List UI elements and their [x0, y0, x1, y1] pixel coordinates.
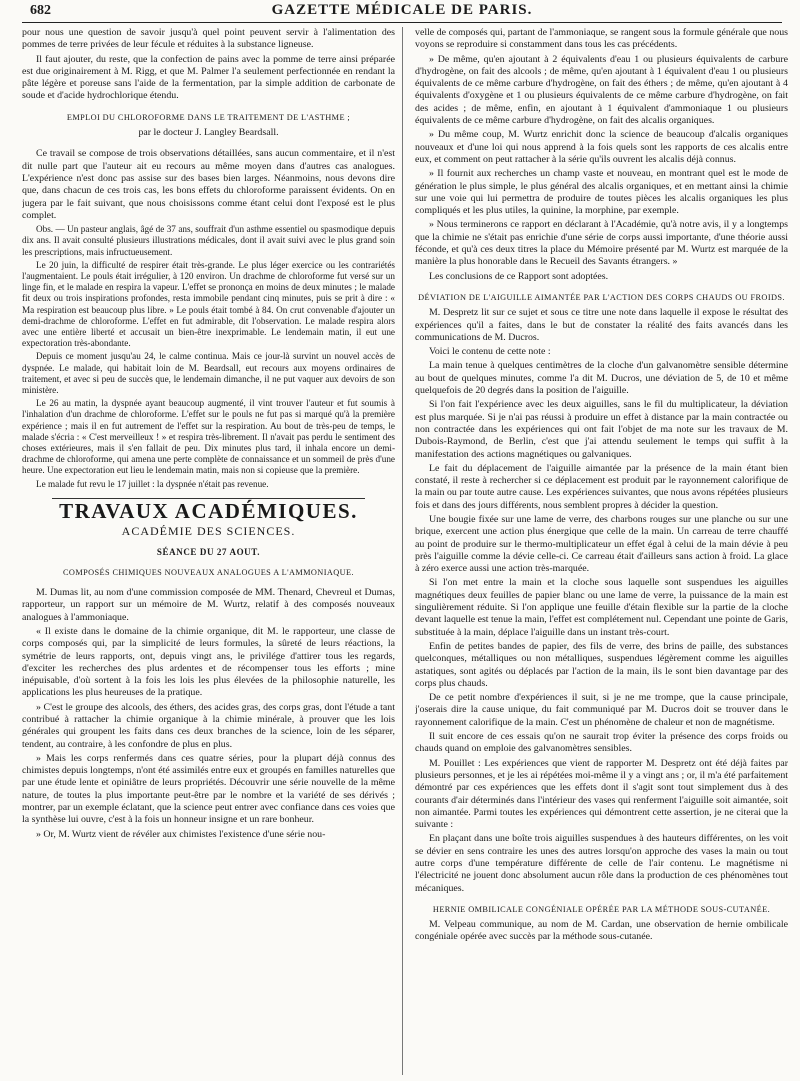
paragraph: Le fait du déplacement de l'aiguille aimantée par la présence de la main étant bien constaté, il reste à rechercher si ce déplacement est produit par le rayonnement calorifique de la main ou par toute autre cause. Les expériences suivantes, que nous avons répétées plusieurs fois et dans des jours différents, nous semblent propres à décider la question.: [415, 462, 788, 511]
right-column: [415, 27, 788, 1077]
paragraph: » Du même coup, M. Wurtz enrichit donc la science de beaucoup d'alcalis organiques nouveaux et d'une loi qui nous apprend à la fois quels sont les rapports de ces alcalis entre eux, et comment on peut rattacher à la série qu'ils ouvrent les alcalis déjà connus.: [415, 129, 788, 165]
paragraph: Ce travail se compose de trois observations détaillées, sans aucun commentaire, et il n'est dit nulle part que l'auteur ait eu recours au même moyen dans d'autres cas analogues. L'expérience n'est donc pas assise sur des bases bien larges. Néanmoins, nous devons dire que, dans chacun de ces trois cas, les bons effets du chloroforme paraissent évidents. On en jugera par le fait suivant, que nous choisissons comme étant celui dont l'exposé est le plus complet.: [22, 148, 395, 221]
paragraph: M. Despretz lit sur ce sujet et sous ce titre une note dans laquelle il expose le résultat des expériences qu'il a faites, dans le but de constater la réalité des faits avancés dans les communications de M. Ducros.: [415, 307, 788, 343]
paragraph: M. Dumas lit, au nom d'une commission composée de MM. Thenard, Chevreul et Dumas, rapporteur, un rapport sur un mémoire de M. Wurtz, relatif à des composés nouveaux analogues à l'ammoniaque.: [22, 587, 395, 623]
academy-title: ACADÉMIE DES SCIENCES.: [121, 524, 296, 539]
topic-title: COMPOSÉS CHIMIQUES NOUVEAUX ANALOGUES A L'AMMONIAQUE.: [63, 567, 354, 577]
observation-paragraph: Obs. — Un pasteur anglais, âgé de 37 ans, souffrait d'un asthme essentiel ou spasmodique depuis dix ans. Il avait consulté plusieurs illustrations médicales, dont il avait suivi avec le plus grand soin les prescriptions, mais infructueusement.: [22, 224, 395, 257]
session-date: SÉANCE DU 27 AOUT.: [156, 547, 261, 558]
paragraph: Le 26 au matin, la dyspnée ayant beaucoup augmenté, il vint trouver l'auteur et fut soumis à l'inhalation d'un drachme de chloroforme. L'effet sur le pouls ne fut pas si marqué qu'à la première expérience ; mais il en fut autrement de l'effet sur la respiration. Au bout de très-peu de temps, le malade s'écria : « C'est merveilleux ! » et respira très-librement. Il n'avait pas perdu le sentiment des choses extérieures, mais il s'en fallait de peu. Dix minutes plus tard, il inhala encore un demi-drachme de chloroforme, qui amena une perte complète de connaissance et un sommeil de près d'une heure. Une expectoration eut lieu le lendemain matin, mais non si copieuse que la première.: [22, 398, 395, 476]
paragraph: Les conclusions de ce Rapport sont adoptées.: [429, 270, 609, 282]
paragraph: Le malade fut revu le 17 juillet : la dyspnée n'était pas revenue.: [36, 478, 269, 489]
paragraph: Il faut ajouter, du reste, que la confection de pains avec la pomme de terre ainsi préparée est due originairement à M. Rigg, et que M. Palmer l'a seulement perfectionnée en rendant la pâte légère et poreuse sans l'aide de la fermentation, par la simple addition de carbonate de soude et d'acide hydrochlorique étendu.: [22, 53, 395, 102]
section-title-hernia: HERNIE OMBILICALE CONGÉNIALE OPÉRÉE PAR LA MÉTHODE SOUS-CUTANÉE.: [432, 904, 771, 914]
paragraph: M. Pouillet : Les expériences que vient de rapporter M. Despretz ont été déjà faites par plusieurs personnes, et je les ai répétées moi-même il y a vingt ans ; or, il m'a été parfaitement démontré par ces expériences que les effets dont il s'agit sont tout simplement dus à des courants d'air déterminés dans l'intérieur des vases qui renferment l'aiguille soit aimantée, soit non aimantée. Parmi toutes les expériences qui démontrent cette assertion, je ne citerai que la suivante :: [415, 757, 788, 831]
paragraph: Si l'on fait l'expérience avec les deux aiguilles, sans le fil du multiplicateur, la déviation est plus marquée. Si je n'ai pas réussi à produire un effet à distance par la main contractée ou non contractée dans les expériences qui ont fait l'objet de ma note sur les travaux de M. Dubois-Raymond, de Berlin, c'est que j'ai attendu seulement le temps qui suffit à la manifestation des actions magnétiques ou galvaniques.: [415, 399, 788, 460]
paragraph: » De même, qu'en ajoutant à 2 équivalents d'eau 1 ou plusieurs équivalents de carbure d'hydrogène, on fait des alcools ; de même, qu'en ajoutant à 1 équivalent d'eau 1 ou plusieurs équivalents de ce même carbure d'hydrogène, on fait des éthers ; de même, qu'en ajoutant à 4 équivalents d'oxygène et 1 ou plusieurs équivalents de ce même carbure d'hydrogène, on fait des acides ; de même, enfin, en ajoutant à 1 équivalent d'ammoniaque 1 ou plusieurs équivalents de ce même carbure d'hydrogène, on fait des alcalis organiques.: [415, 53, 788, 127]
section-title-asthma: EMPLOI DU CHLOROFORME DANS LE TRAITEMENT DE L'ASTHME ;: [66, 112, 351, 122]
paragraph: Il suit encore de ces essais qu'on ne saurait trop éviter la présence des corps froids ou chauds quand on emploie des galvanomètres sensibles.: [415, 731, 788, 755]
paragraph: Si l'on met entre la main et la cloche sous laquelle sont suspendues les aiguilles magnétiques deux feuilles de papier blanc ou une lame de verre, la puissance de la main est singulièrement réduite. Si l'on applique une feuille d'étain flexible sur la partie de la cloche devant laquelle est tenue la main, l'effet est complétement nul. Cependant une pointe de Garis, substituée à la main, déplace l'aiguille dans un instant très-court.: [415, 577, 788, 638]
paragraph: M. Velpeau communique, au nom de M. Cardan, une observation de hernie ombilicale congéniale opérée avec succès par la méthode sous-cutanée.: [415, 919, 788, 943]
paragraph: « Il existe dans le domaine de la chimie organique, dit M. le rapporteur, une classe de corps composés qui, par la simplicité de leurs formules, la sûreté de leurs réactions, la symétrie de leurs rapports, ont, depuis vingt ans, le privilége d'attirer tous les regards, d'exciter les recherches des plus ardentes et de récompenser tous les efforts ; mine inépuisable, d'où sortent à la fois les lois les plus élevées de la philosophie naturelle, les applications les plus heureuses de la pratique.: [22, 625, 395, 699]
paragraph: » C'est le groupe des alcools, des éthers, des acides gras, des corps gras, dont l'étude a tant contribué à rattacher la chimie organique à la chimie minérale, à prouver que les lois générales qui groupent les faits dans ces deux branches de la science, loin de les séparer, tendent, au contraire, à les confondre de plus en plus.: [22, 701, 395, 750]
paragraph: » Nous terminerons ce rapport en déclarant à l'Académie, qu'à notre avis, il y a longtemps que la chimie ne s'était pas enrichie d'une série de corps aussi importante, d'une théorie aussi féconde, et qu'à ces deux titres la place du Mémoire présenté par M. Wurtz est marquée de la manière la plus honorable dans le Recueil des Savants étrangers. »: [415, 219, 788, 268]
column-divider: [402, 27, 403, 1075]
paragraph: » Mais les corps renfermés dans ces quatre séries, pour la plupart déjà connus des chimistes depuis longtemps, n'ont été assimilés entre eux et groupés en familles naturelles que par une étude lente et opiniâtre de leurs propriétés. Découvrir une série nouvelle de la même nature, de toutes la plus importante peut-être par le nombre et la variété de ses dérivés ; montrer, par un exemple éclatant, que la science peut entrer avec confiance dans ces voies que la synthèse lui ouvre, c'est à la fois un honneur insigne et un rare bonheur.: [22, 752, 395, 826]
paragraph: velle de composés qui, partant de l'ammoniaque, se rangent sous la formule générale que nous voyons se reproduire si constamment dans tous les cas précédents.: [415, 27, 788, 51]
section-author: par le docteur J. Langley Beardsall.: [138, 127, 279, 139]
paragraph: » Il fournit aux recherches un champ vaste et nouveau, en montrant quel est le mode de génération le plus simple, le plus général des alcalis organiques, et en mettant ainsi la chimie sur une voie qui lui permettra de produire de toutes pièces les alcalis organiques les plus compliqués et les plus utiles, la quinine, la morphine, par exemple.: [415, 168, 788, 217]
paragraph: Une bougie fixée sur une lame de verre, des charbons rouges sur une planche ou sur une brique, exercent une action plus énergique que celle de la main. Un carreau de terre chauffé au point de produire sur le thermo-multiplicateur un effet égal à celui de la main dévie à peu près l'aiguille comme la dévie celle-ci. Ce carreau était d'ailleurs sans action à froid. La glace à zéro exerce aussi une action très-marquée.: [415, 513, 788, 575]
journal-title: GAZETTE MÉDICALE DE PARIS.: [271, 2, 533, 18]
section-title-magnetic-needle: DÉVIATION DE L'AIGUILLE AIMANTÉE PAR L'ACTION DES CORPS CHAUDS OU FROIDS.: [418, 292, 785, 302]
academic-works-title: TRAVAUX ACADÉMIQUES.: [59, 498, 358, 523]
page-number: 682: [30, 3, 51, 18]
paragraph: De ce petit nombre d'expériences il suit, si je ne me trompe, que la cause principale, j'oserais dire la cause unique, du fait communiqué par M. Ducros doit se trouver dans le rayonnement calorifique de la main. C'est un phénomène de chaleur et non de magnétisme.: [415, 692, 788, 728]
paragraph: La main tenue à quelques centimètres de la cloche d'un galvanomètre sensible détermine au bout de quelques minutes, comme l'a dit M. Ducros, une déviation de 5, de 10 et même quelquefois de 20 degrés dans la position de l'aiguille.: [415, 360, 788, 397]
left-column: [22, 27, 395, 1077]
paragraph: Le 20 juin, la difficulté de respirer était très-grande. Le plus léger exercice ou les contrariétés l'augmentaient. Le pouls était irrégulier, à 120 environ. Un drachme de chloroforme fut versé sur un linge fin, et le malade en respira la vapeur. L'effet se prononça en moins de deux minutes ; le malade fit deux ou trois inspirations profondes, resta immobile pendant cinq minutes, puis se prit à dire : « Ma respiration est beaucoup plus libre. » Le pouls était tombé à 84. On crut convenable d'ajouter un demi-drachme de chloroforme. L'effet en fut admirable, dit l'observation. Le malade respira alors avec une entière liberté et accusait un bien-être inexprimable. Le lendemain matin, il eut une expectoration très-abondante.: [22, 259, 395, 349]
paragraph: Enfin de petites bandes de papier, des fils de verre, des brins de paille, des substances quelconques, métalliques ou non métalliques, suspendues légèrement comme les aiguilles astatiques, sont agités ou déplacés par l'action de la main, ils le sont bien davantage par des corps plus chauds.: [415, 640, 788, 689]
paragraph: En plaçant dans une boîte trois aiguilles suspendues à des hauteurs différentes, on les voit se dévier en sens contraire les unes des autres lorsqu'on approche des vases la main ou tout autre corps d'une température différente de celle de l'air contenu. Le magnétisme ni l'électricité ne jouent donc absolument aucun rôle dans la production de ces phénomènes tout mécaniques.: [415, 833, 788, 894]
paragraph: pour nous une question de savoir jusqu'à quel point peuvent servir à l'alimentation des pommes de terre privées de leur fécule et réduites à la substance ligneuse.: [22, 27, 395, 51]
paragraph: Depuis ce moment jusqu'au 24, le calme continua. Mais ce jour-là survint un nouvel accès de dyspnée. Le malade, qui habitait loin de M. Beardsall, eut recours aux moyens ordinaires de traitement, et avec si peu de succès que, le lendemain dimanche, il ne put vaquer aux devoirs de son ministère.: [22, 351, 395, 395]
paragraph: » Or, M. Wurtz vient de révéler aux chimistes l'existence d'une série nou-: [36, 828, 326, 840]
page-header: [22, 2, 782, 23]
paragraph: Voici le contenu de cette note :: [429, 346, 551, 358]
